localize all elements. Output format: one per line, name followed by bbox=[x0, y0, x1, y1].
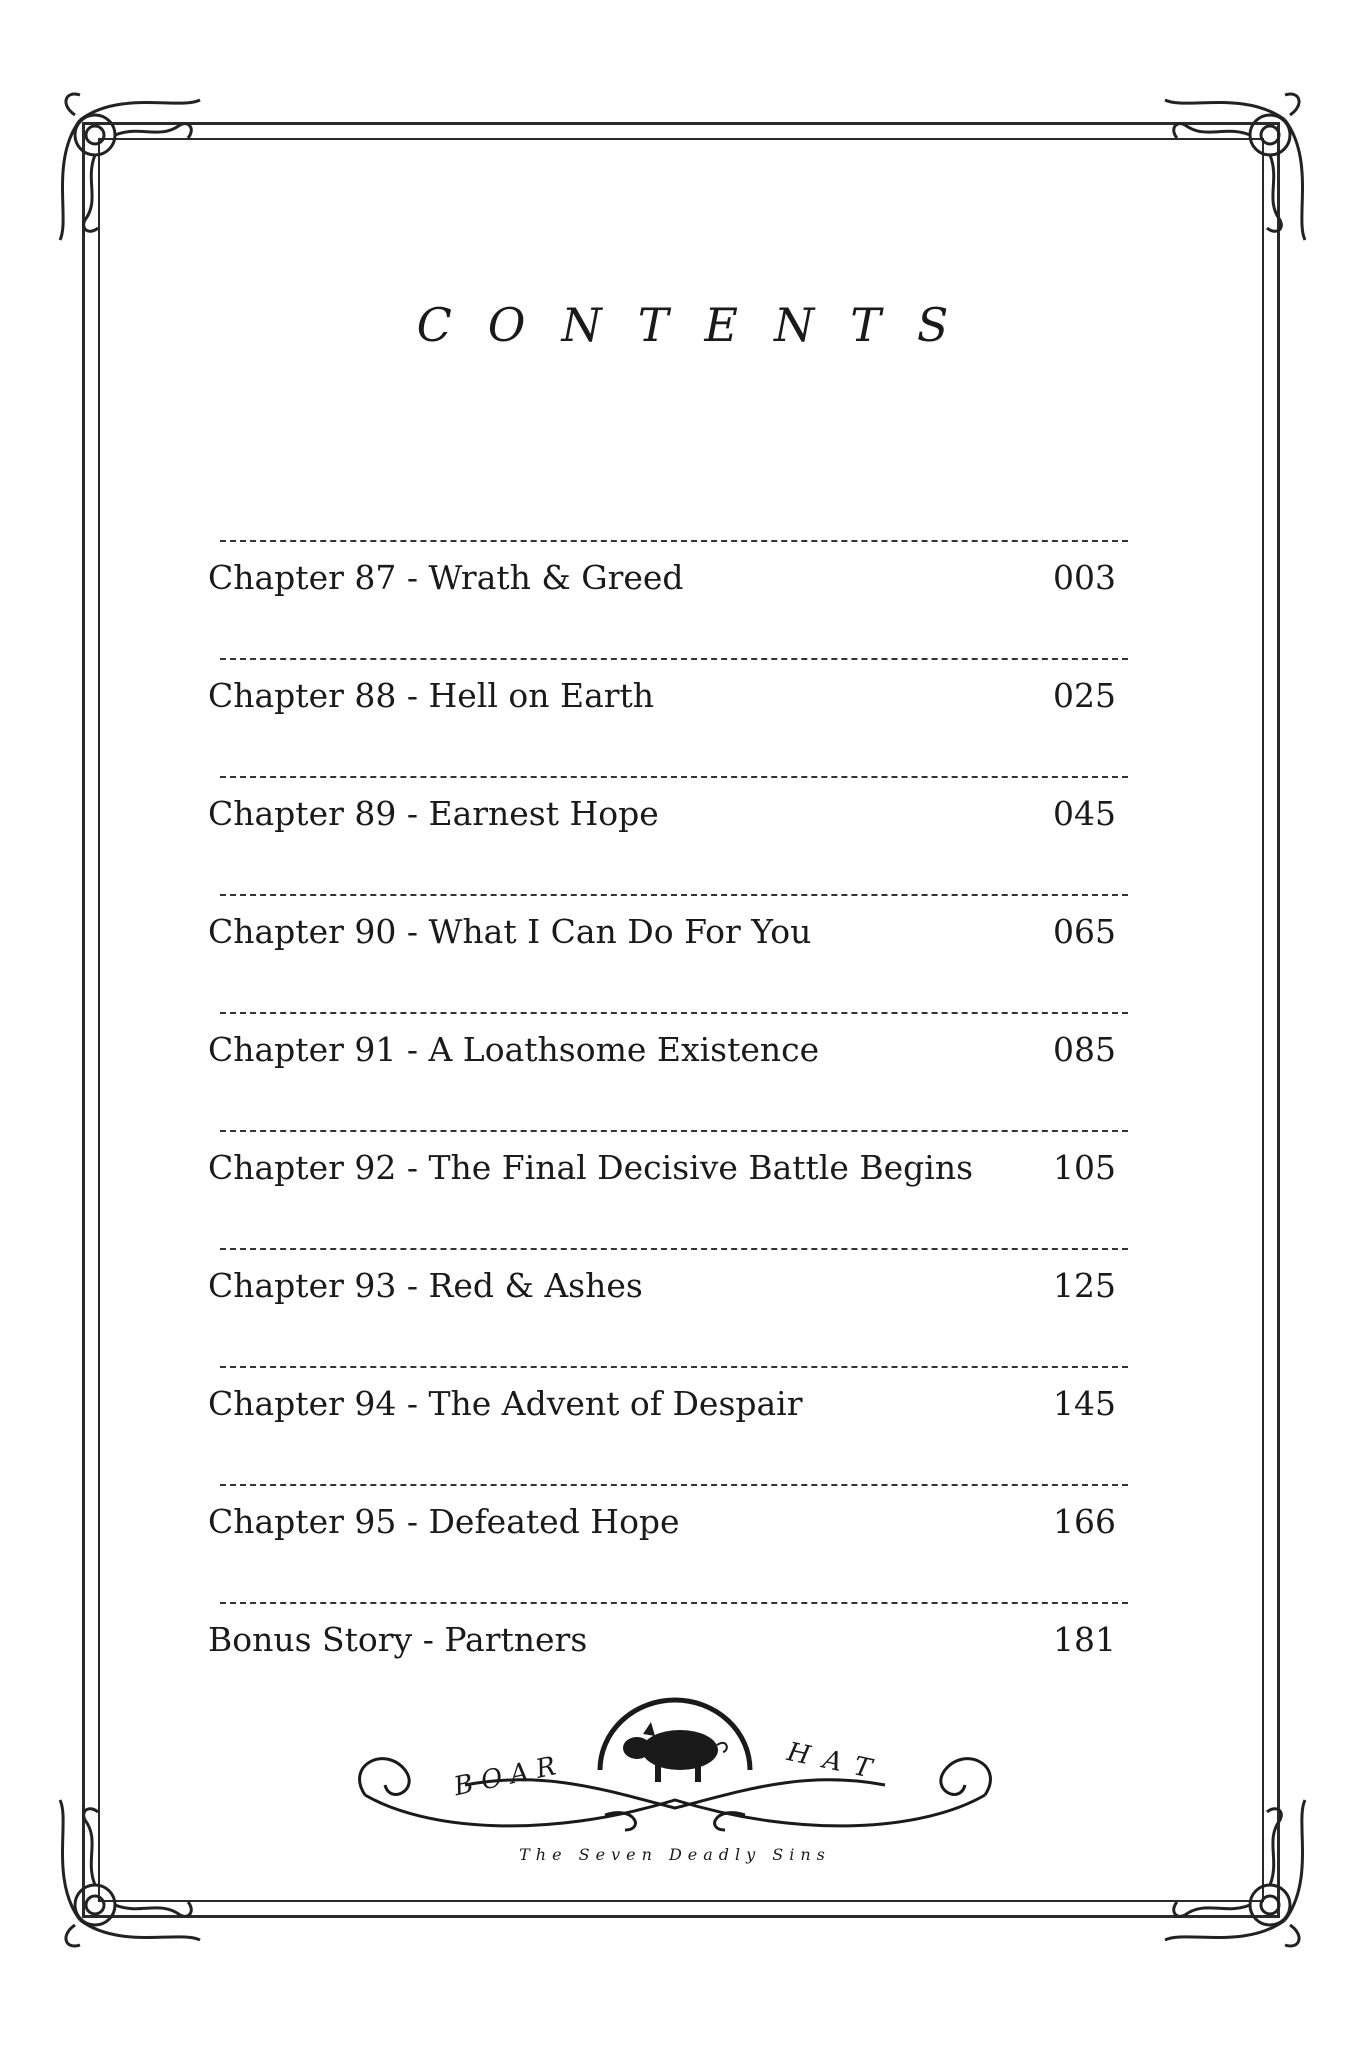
toc-entry-page: 166 bbox=[1053, 1502, 1116, 1541]
toc-entry-page: 085 bbox=[1053, 1030, 1116, 1069]
logo-right-text: HAT bbox=[784, 1737, 888, 1788]
dashed-divider bbox=[220, 658, 1128, 660]
pig-icon bbox=[623, 1722, 727, 1782]
toc-entry-title: Chapter 90 - What I Can Do For You bbox=[208, 912, 812, 951]
toc-entry-page: 025 bbox=[1053, 676, 1116, 715]
toc-entry[interactable] bbox=[208, 1248, 1128, 1366]
dashed-divider bbox=[220, 776, 1128, 778]
table-of-contents bbox=[208, 540, 1128, 1720]
dashed-divider bbox=[220, 1130, 1128, 1132]
toc-entry[interactable] bbox=[208, 1366, 1128, 1484]
dashed-divider bbox=[220, 1484, 1128, 1486]
toc-entry-page: 045 bbox=[1053, 794, 1116, 833]
dashed-divider bbox=[220, 540, 1128, 542]
toc-entry-page: 065 bbox=[1053, 912, 1116, 951]
toc-entry[interactable] bbox=[208, 1130, 1128, 1248]
toc-entry-title: Bonus Story - Partners bbox=[208, 1620, 588, 1659]
toc-entry-title: Chapter 89 - Earnest Hope bbox=[208, 794, 659, 833]
dashed-divider bbox=[220, 1012, 1128, 1014]
ornament-top-left-icon bbox=[40, 80, 220, 260]
dashed-divider bbox=[220, 1248, 1128, 1250]
toc-entry-page: 003 bbox=[1053, 558, 1116, 597]
logo-left-text: BOAR bbox=[451, 1749, 567, 1803]
toc-entry-title: Chapter 92 - The Final Decisive Battle Begins bbox=[208, 1148, 974, 1187]
toc-entry-title: Chapter 87 - Wrath & Greed bbox=[208, 558, 684, 597]
toc-entry-title: Chapter 91 - A Loathsome Existence bbox=[208, 1030, 820, 1069]
toc-entry-page: 145 bbox=[1053, 1384, 1116, 1423]
toc-entry-title: Chapter 93 - Red & Ashes bbox=[208, 1266, 643, 1305]
toc-entry[interactable] bbox=[208, 894, 1128, 1012]
ornament-top-right-icon bbox=[1145, 80, 1325, 260]
toc-entry[interactable] bbox=[208, 658, 1128, 776]
toc-entry[interactable] bbox=[208, 776, 1128, 894]
toc-entry[interactable] bbox=[208, 1484, 1128, 1602]
toc-entry-title: Chapter 88 - Hell on Earth bbox=[208, 676, 655, 715]
boar-hat-logo bbox=[345, 1690, 1005, 1890]
toc-entry-title: Chapter 94 - The Advent of Despair bbox=[208, 1384, 803, 1423]
logo-subtitle: The Seven Deadly Sins bbox=[519, 1845, 831, 1864]
page-title: CONTENTS bbox=[416, 298, 985, 352]
ornament-bottom-right-icon bbox=[1145, 1780, 1325, 1960]
toc-entry[interactable] bbox=[208, 1012, 1128, 1130]
ornament-bottom-left-icon bbox=[40, 1780, 220, 1960]
toc-entry-page: 181 bbox=[1053, 1620, 1116, 1659]
toc-entry-title: Chapter 95 - Defeated Hope bbox=[208, 1502, 680, 1541]
toc-entry[interactable] bbox=[208, 540, 1128, 658]
dashed-divider bbox=[220, 1602, 1128, 1604]
dashed-divider bbox=[220, 1366, 1128, 1368]
toc-entry-page: 105 bbox=[1053, 1148, 1116, 1187]
toc-entry-page: 125 bbox=[1053, 1266, 1116, 1305]
dashed-divider bbox=[220, 894, 1128, 896]
